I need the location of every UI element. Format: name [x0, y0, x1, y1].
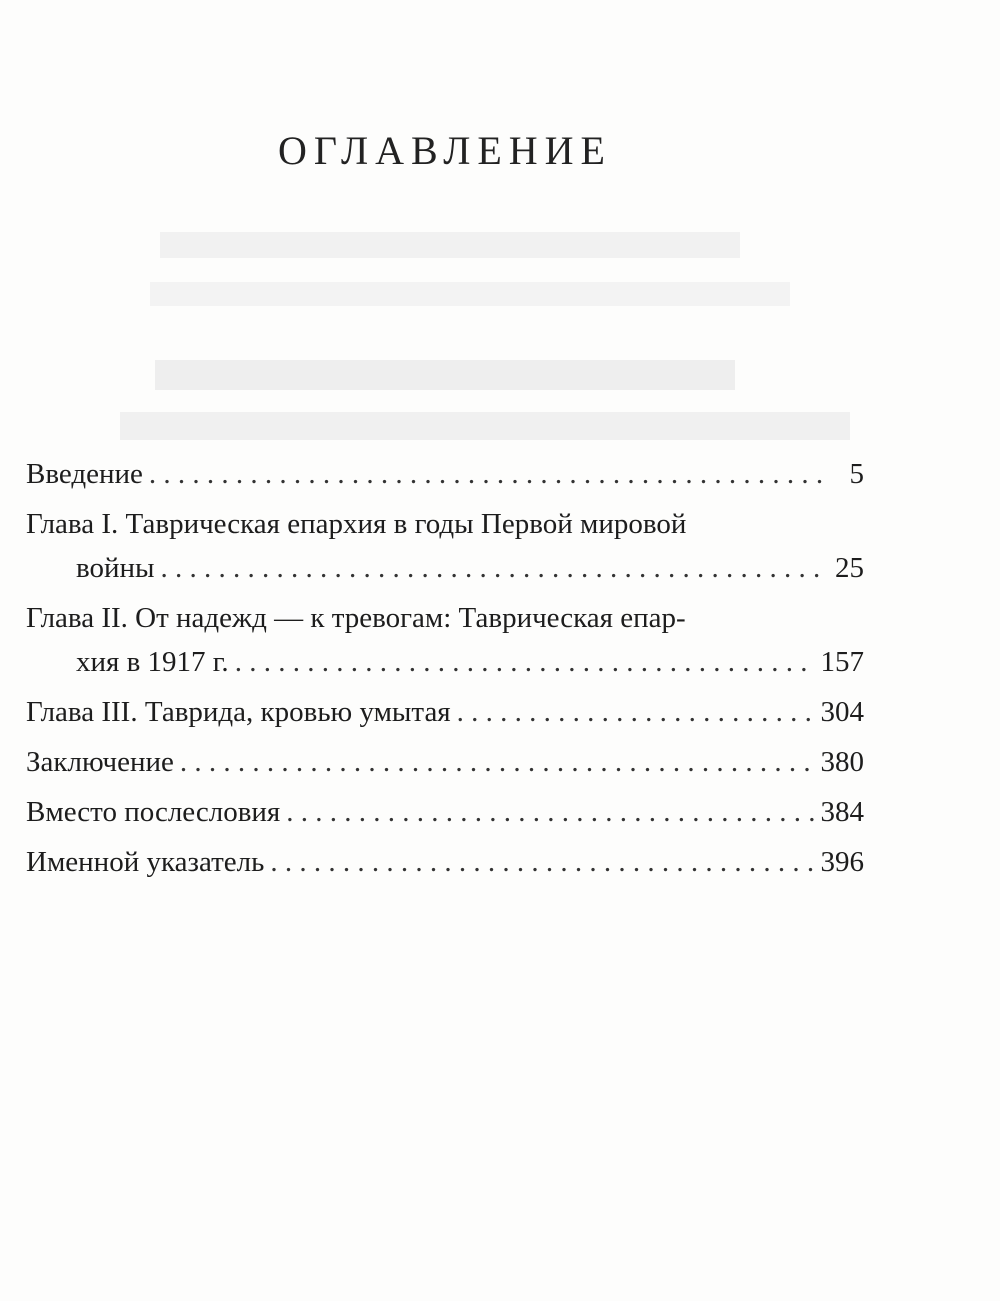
show-through-block — [155, 360, 735, 390]
toc-entry-introduction[interactable] — [26, 452, 864, 496]
toc-page-number: 157 — [820, 646, 864, 678]
toc-entry-chapter-1[interactable] — [26, 502, 864, 590]
toc-entry-label: Вместо послесловия — [26, 796, 281, 828]
dot-leader — [457, 690, 815, 734]
dot-leader — [180, 740, 815, 784]
toc-entry-label: Именной указатель — [26, 846, 265, 878]
toc-page-number: 396 — [820, 846, 864, 878]
toc-entry-label-line1: Глава I. Таврическая епархия в годы Первой мировой — [26, 508, 687, 540]
toc-entry-label: Глава III. Таврида, кровью умытая — [26, 696, 451, 728]
toc-entry-label: Заключение — [26, 746, 174, 778]
toc-entry-chapter-2[interactable] — [26, 596, 864, 684]
dot-leader — [149, 452, 828, 496]
toc-entry-conclusion[interactable] — [26, 740, 864, 784]
toc-page-number: 5 — [849, 458, 864, 490]
toc-entry-label: Введение — [26, 458, 143, 490]
toc-page-number: 384 — [820, 796, 864, 828]
toc-entry-name-index[interactable] — [26, 840, 864, 884]
toc-entry-label: хия в 1917 г. — [76, 646, 229, 678]
dot-leader — [270, 840, 814, 884]
page-title: ОГЛАВЛЕНИЕ — [278, 127, 612, 173]
toc-entry-chapter-3[interactable] — [26, 690, 864, 734]
dot-leader — [286, 790, 814, 834]
show-through-block — [120, 412, 850, 440]
toc-page-number: 304 — [820, 696, 864, 728]
toc-entry-label: войны — [76, 552, 155, 584]
show-through-block — [150, 282, 790, 306]
dot-leader — [161, 546, 828, 590]
toc-page-number: 380 — [820, 746, 864, 778]
toc-entry-label-line1: Глава II. От надежд — к тревогам: Таврическая епар- — [26, 602, 686, 634]
toc-page-number: 25 — [835, 552, 864, 584]
toc-entry-afterword[interactable] — [26, 790, 864, 834]
show-through-block — [160, 232, 740, 258]
dot-leader — [235, 640, 815, 684]
table-of-contents — [26, 452, 864, 890]
